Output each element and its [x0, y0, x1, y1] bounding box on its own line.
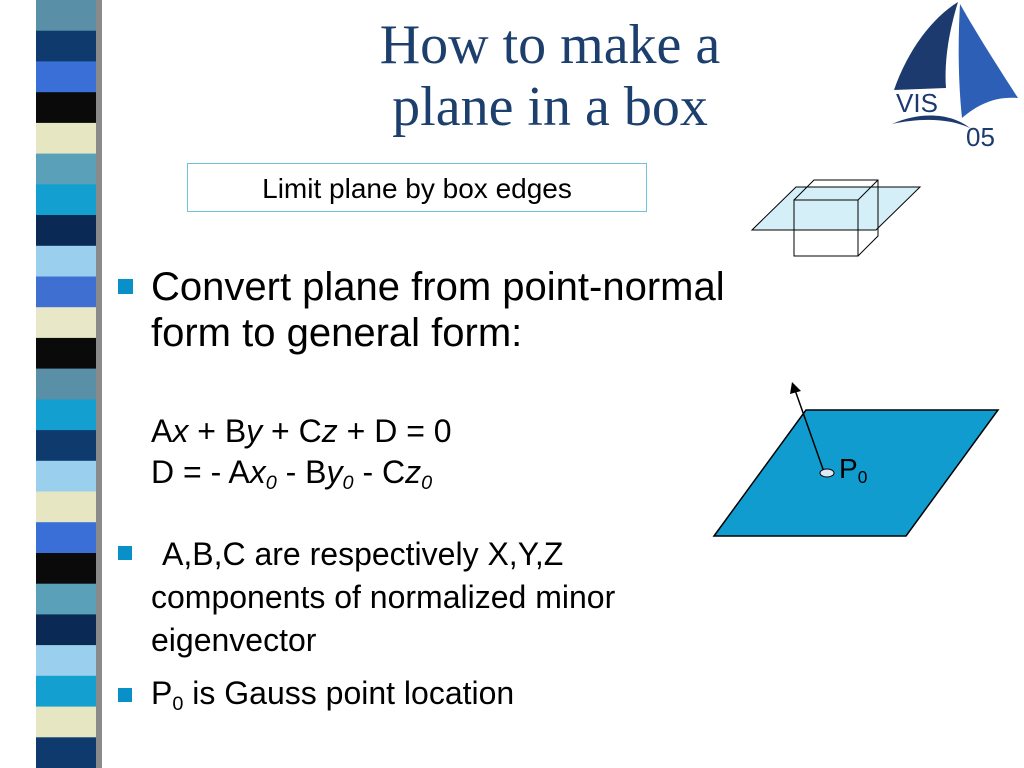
stripe-block	[36, 92, 96, 123]
eq1-a: A	[151, 413, 173, 449]
eq2-z: z	[405, 454, 422, 490]
logo-sail-right	[959, 4, 1018, 118]
eq1-x: x	[172, 413, 189, 449]
stripe-block	[36, 707, 96, 738]
stripe-block	[36, 676, 96, 707]
eq2-c: - C	[353, 454, 406, 490]
eq2-head: D = - A	[151, 454, 250, 490]
stripe-block	[36, 184, 96, 215]
stripe-block	[36, 584, 96, 615]
eq2-sub-x: 0	[265, 471, 277, 494]
stripe-block	[36, 399, 96, 430]
stripe-block	[36, 461, 96, 492]
bullet-2-line-3: eigenvector	[151, 622, 317, 658]
bullet-2-line-1: A,B,C are respectively X,Y,Z	[162, 536, 564, 572]
stripe-block	[36, 123, 96, 154]
eq1-c: + C	[262, 413, 322, 449]
bullet-3-rest: is Gauss point location	[183, 675, 515, 711]
stripe-block	[36, 277, 96, 308]
stripe-block	[36, 553, 96, 584]
eq2-sub-z: 0	[421, 471, 433, 494]
bullet-1-line-2: form to general form:	[151, 311, 523, 355]
logo-sail-left	[894, 2, 958, 90]
stripe-block	[36, 307, 96, 338]
eq2-x: x	[249, 454, 266, 490]
eq2-sub-y: 0	[342, 471, 354, 494]
logo-bottom-text: 05	[966, 122, 995, 150]
bullet-2-line-2: components of normalized minor	[151, 579, 616, 615]
logo-top-text: VIS	[896, 88, 938, 118]
bullet-3-p: P	[151, 675, 173, 711]
stripe-block	[36, 61, 96, 92]
stripe-block	[36, 369, 96, 400]
stripe-block	[36, 737, 96, 768]
stripe-block	[36, 215, 96, 246]
equation-d-term	[151, 452, 432, 492]
stripe-block	[36, 492, 96, 523]
bullet-3-text	[151, 672, 514, 715]
slide-title	[300, 14, 800, 138]
stripe-block	[36, 31, 96, 62]
bullet-marker	[118, 546, 132, 560]
bullet-1-text	[151, 264, 725, 356]
stripe-block	[36, 0, 96, 31]
bullet-marker	[118, 279, 133, 294]
eq1-b: + B	[188, 413, 247, 449]
bullet-marker	[118, 688, 132, 702]
stripe-block	[36, 430, 96, 461]
point-label-sub: 0	[857, 467, 868, 488]
eq1-tail: + D = 0	[337, 413, 452, 449]
eq2-y: y	[326, 454, 343, 490]
stripe-block	[36, 338, 96, 369]
stripe-block	[36, 614, 96, 645]
stripe-block	[36, 154, 96, 185]
bullet-2-text	[151, 533, 615, 662]
point-label: P	[839, 453, 858, 484]
stripe-shadow	[96, 0, 102, 768]
eq2-b: - B	[276, 454, 327, 490]
callout-box: Limit plane by box edges	[187, 163, 647, 212]
stripe-block	[36, 522, 96, 553]
point-p0-label	[839, 453, 868, 488]
stripe-block	[36, 645, 96, 676]
title-line-2: plane in a box	[392, 76, 708, 138]
bullet-3-sub: 0	[172, 692, 184, 715]
title-line-1: How to make a	[379, 14, 721, 76]
stripe-block	[36, 246, 96, 277]
eq1-z: z	[321, 413, 338, 449]
bullet-1-line-1: Convert plane from point-normal	[151, 265, 725, 309]
eq1-y: y	[246, 413, 263, 449]
equation-general-form	[151, 411, 452, 451]
